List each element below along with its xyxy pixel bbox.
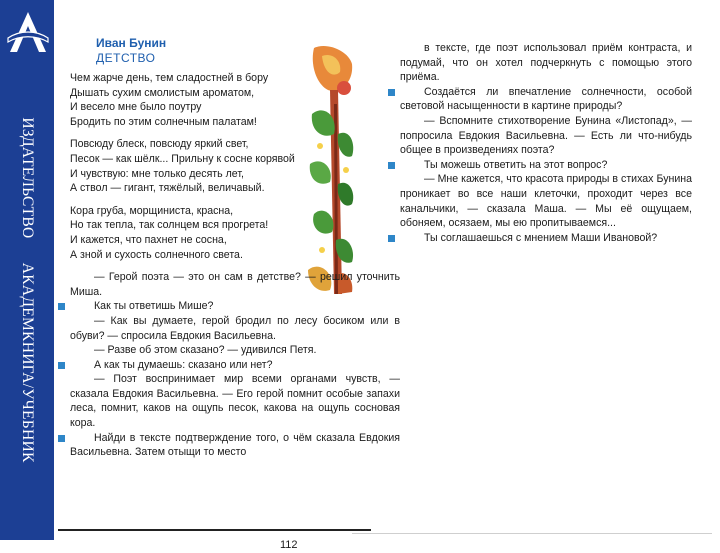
question-paragraph: Ты соглашаешься с мнением Маши Ивановой? bbox=[400, 231, 692, 246]
poem-line: А ствол — гигант, тяжёлый, величавый. bbox=[70, 182, 265, 195]
poem-line: Чем жарче день, тем сладостней в бору bbox=[70, 72, 269, 84]
poem-line: А зной и сухость солнечного света. bbox=[70, 248, 243, 261]
publisher-sidebar bbox=[0, 0, 54, 540]
poem-line: Дышать сухим смолистым ароматом, bbox=[70, 86, 255, 99]
left-column bbox=[70, 36, 400, 551]
dialogue-paragraph: — Герой поэта — это он сам в детстве? — решил уточнить Миша. bbox=[70, 271, 400, 298]
poem-title: ДЕТСТВО bbox=[96, 51, 156, 65]
dialogue-paragraph: — Как вы думаете, герой бродил по лесу босиком или в обуви? — спросила Евдокия Васильевна. bbox=[70, 314, 400, 342]
poem-line: И кажется, что пахнет не сосна, bbox=[70, 233, 227, 246]
poem-author: Иван Бунин bbox=[96, 36, 167, 50]
poem-line: Бродить по этим солнечным палатам! bbox=[70, 115, 257, 128]
question-paragraph: Найди в тексте подтверждение того, о чём сказала Евдокия Васильевна. Затем отыщи то место bbox=[70, 431, 400, 459]
left-discussion bbox=[70, 270, 400, 460]
poem-line: Песок — как шёлк... Прильну к сосне корявой bbox=[70, 152, 295, 165]
dialogue-paragraph: в тексте, где поэт использовал приём контраста, и подумай, что он хотел подчеркнуть с помощью этого приёма. bbox=[400, 42, 692, 84]
poem-line: И весело мне было поутру bbox=[70, 101, 202, 114]
question-paragraph: А как ты думаешь: сказано или нет? bbox=[70, 358, 400, 373]
dialogue-paragraph: — Мне кажется, что красота природы в стихах Бунина проникает во все наши клеточки, проходит через все канальчики, — сказала Маша. — Мы её ощущаем, обоняем, осязаем, мы ею пропитываемся... bbox=[400, 173, 692, 230]
poem-line: Но так тепла, так солнцем вся прогрета! bbox=[70, 219, 269, 232]
page-bottom-rule-right bbox=[352, 533, 712, 534]
page-bottom-rule bbox=[58, 529, 371, 531]
poem-line: Кора груба, морщиниста, красна, bbox=[70, 204, 234, 217]
question-paragraph: Как ты ответишь Мише? bbox=[70, 299, 400, 314]
page-number: 112 bbox=[280, 539, 298, 551]
publisher-line2: АКАДЕМКНИГА/УЧЕБНИК bbox=[19, 262, 36, 463]
poem-line: Повсюду блеск, повсюду яркий свет, bbox=[70, 138, 249, 151]
question-paragraph: Создаётся ли впечатление солнечности, особой световой насыщенности в картине природы? bbox=[400, 85, 692, 113]
poem-stanza bbox=[70, 204, 400, 262]
poem-stanza bbox=[70, 137, 400, 195]
poem-line: И чувствую: мне только десять лет, bbox=[70, 167, 244, 180]
question-paragraph: Ты можешь ответить на этот вопрос? bbox=[400, 158, 692, 173]
poem-stanza bbox=[70, 71, 400, 129]
dialogue-paragraph: — Разве об этом сказано? — удивился Петя. bbox=[94, 344, 317, 357]
publisher-line1: ИЗДАТЕЛЬСТВО bbox=[19, 117, 36, 239]
poem-stanzas bbox=[70, 71, 400, 262]
dialogue-paragraph: — Вспомните стихотворение Бунина «Листопад», — попросила Евдокия Васильевна. — Есть ли что-нибудь общее в произведениях поэта? bbox=[400, 114, 692, 157]
right-discussion bbox=[400, 41, 692, 245]
publisher-logo-icon bbox=[6, 8, 50, 56]
dialogue-paragraph: — Поэт воспринимает мир всеми органами чувств, — сказала Евдокия Васильевна. — Его герой помнит особые запахи леса, помнит, каков на ощупь песок, какова на ощупь сосновая кора. bbox=[70, 373, 400, 430]
right-column bbox=[400, 41, 692, 245]
publisher-name bbox=[18, 107, 36, 472]
